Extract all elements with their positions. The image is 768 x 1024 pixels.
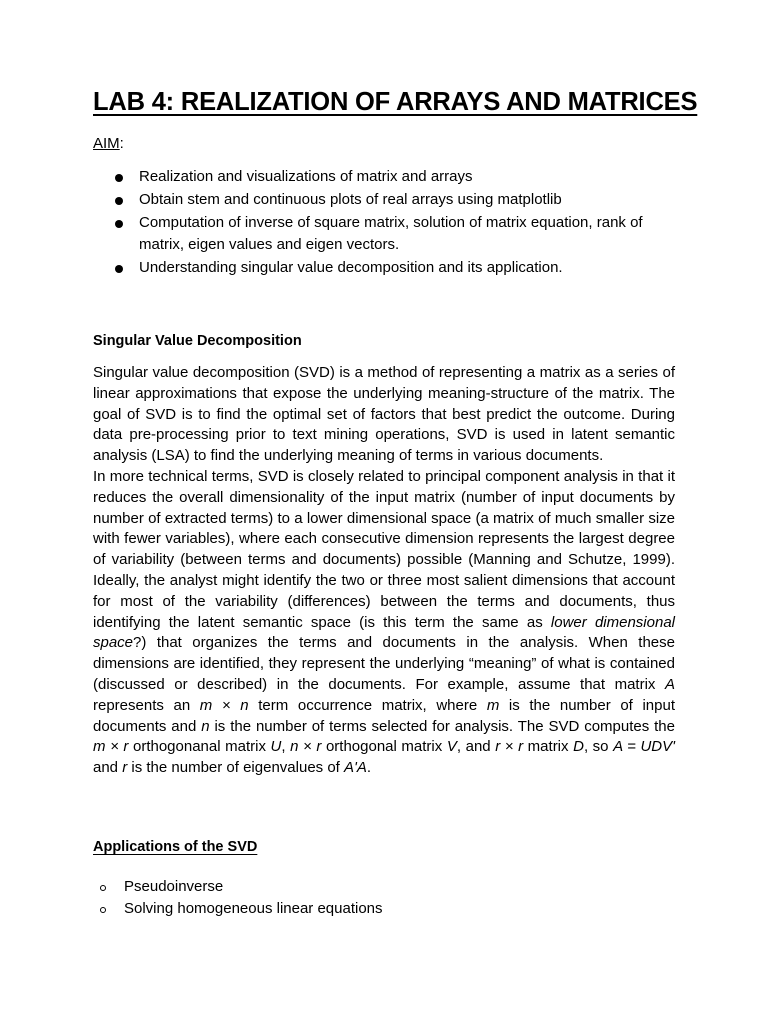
applications-list-item: [93, 876, 383, 898]
page-title: LAB 4: REALIZATION OF ARRAYS AND MATRICES: [93, 88, 698, 116]
math-var: A: [664, 675, 675, 693]
math-equation: A = UDV': [613, 738, 675, 756]
text-run: is the number of eigenvalues of: [127, 759, 344, 777]
aim-item-text: Obtain stem and continuous plots of real arrays using matplotlib: [139, 191, 562, 208]
aim-list-item: [93, 212, 673, 256]
application-text: Solving homogeneous linear equations: [124, 900, 383, 917]
circle-bullet-icon: [100, 885, 106, 891]
svd-paragraph-1: Singular value decomposition (SVD) is a method of representing a matrix as a series of linear approximations that expose the underlying meaning-structure of the matrix. The goal of SVD is to find the optimal set of factors that best predict the outcome. During data pre-processing prior to text mining operations, SVD is used in latent semantic analysis (LSA) to find the underlying meaning of terms in various documents.: [93, 364, 675, 465]
aim-label: [93, 135, 124, 152]
applications-list: [93, 876, 383, 920]
aim-item-text: Computation of inverse of square matrix, solution of matrix equation, rank of matrix, eigen values and eigen vectors.: [139, 214, 643, 253]
text-run: In more technical terms, SVD is closely related to principal component analysis in that it reduces the overall dimensionality of the input matrix (number of input documents by number of extracted terms) to a lower dimensional space (a matrix of much smaller size with fewer variables), where each consecutive dimension represents the largest degree of variability (between terms and documents) possible (Manning and Schutze, 1999). Ideally, the analyst might identify the two or three most salient dimensions that account for most of the variability (differences) between the terms and documents, thus identifying the latent semantic space (is this term the same as: [93, 467, 675, 631]
math-var: n: [201, 717, 210, 735]
math-var: V: [446, 738, 457, 756]
text-run: , so: [583, 738, 614, 756]
math-var: n × r: [290, 738, 322, 756]
text-run: orthogonanal matrix: [128, 738, 271, 756]
math-var: r: [122, 759, 128, 777]
text-run: is the number of terms selected for analysis. The SVD computes the: [209, 717, 675, 735]
text-run: orthogonal matrix: [321, 738, 447, 756]
aim-list: [93, 166, 673, 280]
applications-heading: Applications of the SVD: [93, 839, 258, 855]
svd-heading: Singular Value Decomposition: [93, 333, 302, 349]
aim-list-item: [93, 166, 673, 188]
text-run: represents an: [93, 696, 200, 714]
text-run: term occurrence matrix, where: [248, 696, 487, 714]
math-var: D: [573, 738, 584, 756]
text-run: .: [366, 759, 372, 777]
aim-item-text: Understanding singular value decomposition and its application.: [139, 259, 563, 276]
bullet-icon: [115, 265, 123, 273]
circle-bullet-icon: [100, 907, 106, 913]
aim-item-text: Realization and visualizations of matrix and arrays: [139, 168, 473, 185]
text-run: , and: [456, 738, 496, 756]
math-var: r × r: [495, 738, 524, 756]
text-run: ?) that organizes the terms and documents in the analysis. When these dimensions are identified, they represent the underlying “meaning” of what is contained (discussed or described) in the documents. For example, assume that matrix: [93, 634, 675, 693]
math-var: m: [486, 696, 500, 714]
aim-list-item: [93, 257, 673, 279]
applications-list-item: [93, 898, 383, 920]
text-run: and: [93, 759, 123, 777]
aim-colon: :: [119, 135, 124, 152]
svd-body: [93, 363, 675, 779]
text-run: ,: [281, 738, 291, 756]
math-var: m × n: [199, 696, 249, 714]
aim-list-item: [93, 189, 673, 211]
text-run: matrix: [523, 738, 574, 756]
math-var: A'A: [344, 759, 367, 777]
bullet-icon: [115, 220, 123, 228]
application-text: Pseudoinverse: [124, 878, 224, 895]
bullet-icon: [115, 197, 123, 205]
bullet-icon: [115, 174, 123, 182]
text-run: is the number of input documents and: [93, 696, 675, 735]
italic-term: lower dimensional space: [93, 613, 675, 652]
math-var: U: [270, 738, 282, 756]
svd-paragraph-2: [93, 467, 675, 779]
aim-word: AIM: [93, 135, 120, 152]
math-var: m × r: [93, 738, 129, 756]
